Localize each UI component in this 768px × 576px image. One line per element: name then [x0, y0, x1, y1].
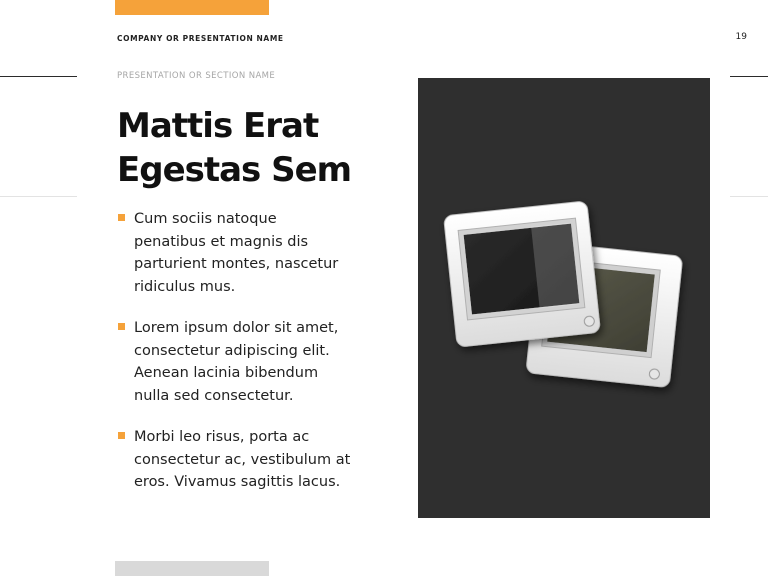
page-number: 19 — [735, 32, 747, 42]
bullet-line: nulla sed consectetur. — [134, 387, 294, 404]
bullet-text — [134, 317, 378, 407]
bullet-item — [118, 208, 378, 298]
slide-title — [117, 104, 407, 192]
bullet-item — [118, 426, 378, 494]
bottom-accent-bar — [115, 561, 269, 576]
front-slide — [443, 201, 600, 347]
right-top-rule — [730, 76, 768, 77]
slide-title-line: Mattis Erat — [117, 106, 319, 146]
bullet-square-icon — [118, 432, 125, 439]
bullet-line: Aenean lacinia bibendum — [134, 365, 319, 381]
bullet-line: consectetur ac, vestibulum at — [134, 451, 351, 468]
bullet-square-icon — [118, 214, 125, 221]
bullet-line: consectetur adipiscing elit. — [134, 342, 330, 359]
bullet-line: eros. Vivamus sagittis lacus. — [134, 474, 341, 490]
bullet-line: penatibus et magnis dis — [134, 233, 309, 250]
left-top-rule — [0, 76, 77, 77]
left-mid-rule — [0, 196, 77, 197]
photo-slides-icon — [418, 78, 710, 518]
bullet-line: parturient montes, nascetur — [134, 256, 339, 272]
company-name: COMPANY OR PRESENTATION NAME — [117, 34, 284, 43]
bullet-line: Lorem ipsum dolor sit amet, — [134, 320, 339, 336]
bullet-line: Morbi leo risus, porta ac — [134, 429, 310, 445]
bullet-text — [134, 426, 378, 494]
bullet-line: ridiculus mus. — [134, 278, 236, 295]
slide-title-line: Egestas Sem — [117, 150, 352, 190]
bullet-item — [118, 317, 378, 407]
bullet-line: Cum sociis natoque — [134, 211, 277, 227]
section-name: PRESENTATION OR SECTION NAME — [117, 71, 276, 81]
bullet-text — [134, 208, 378, 298]
bullet-square-icon — [118, 323, 125, 330]
top-accent-bar — [115, 0, 269, 15]
photo-panel — [418, 78, 710, 518]
bullet-list — [118, 208, 378, 513]
right-mid-rule — [730, 196, 768, 197]
